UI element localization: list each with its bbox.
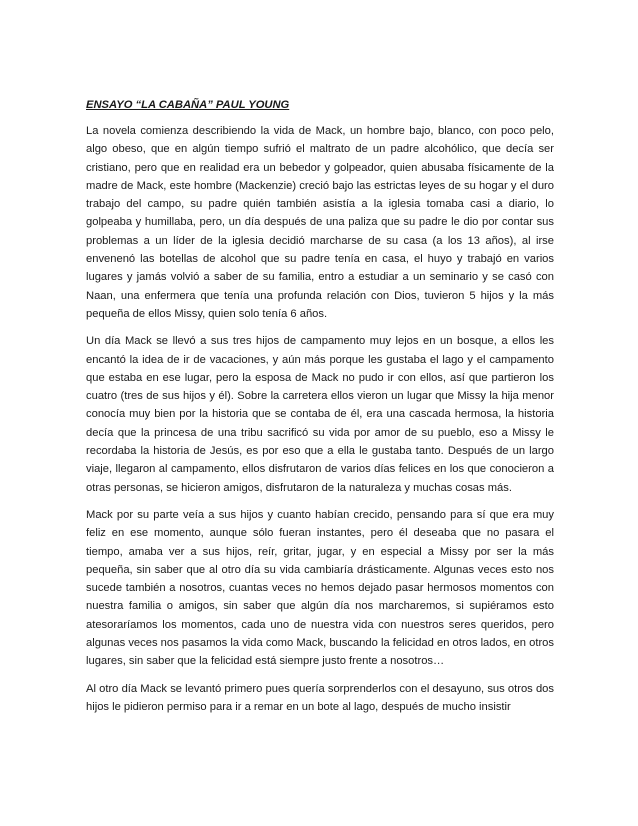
paragraph-2: Un día Mack se llevó a sus tres hijos de campamento muy lejos en un bosque, a ellos les encantó la idea de ir de vacaciones, y aún más porque les gustaba el lago y el campamento que estaba en ese lugar, pero la esposa de Mack no pudo ir con ellos, así que partieron los cuatro (tres de sus hijos y él). Sobre la carretera ellos vieron un lugar que Missy la hija menor conocía muy bien por la historia que se contaba de él, era una cascada hermosa, la historia decía que la princesa de una tribu sacrificó su vida por amor de su pueblo, eso a Missy le recordaba la historia de Jesús, es por eso que a ella le gustaba tanto. Después de un largo viaje, llegaron al campamento, ellos disfrutaron de varios días felices en los que conocieron a otras personas, se hicieron amigos, disfrutaron de la naturaleza y muchas cosas más. xyxy=(86,335,554,494)
document-title: ENSAYO “LA CABAÑA” PAUL YOUNG xyxy=(86,99,290,111)
paragraph-1: La novela comienza describiendo la vida de Mack, un hombre bajo, blanco, con poco pelo, algo obeso, que en algún tiempo sufrió el maltrato de un padre alcohólico, que decía ser cristiano, pero que en realidad era un bebedor y golpeador, quien abusaba físicamente de la madre de Mack, este hombre (Mackenzie) creció bajo las estrictas leyes de su hogar y el duro trabajo del campo, su padre quién también asistía a la iglesia tomaba casi a diario, lo golpeaba y humillaba, pero, un día después de una paliza que su padre le dio por contar sus problemas a un líder de la iglesia decidió marcharse de su casa (a los 13 años), al irse envenenó las botellas de alcohol que su padre tenía en casa, el huyo y trabajó en varios lugares y jamás volvió a saber de su familia, entro a estudiar a un seminario y se casó con Naan, una enfermera que tenía una profunda relación con Dios, tuvieron 5 hijos y la más pequeña de ellos Missy, quien solo tenía 6 años. xyxy=(86,125,554,320)
paragraph-4: Al otro día Mack se levantó primero pues quería sorprenderlos con el desayuno, sus otros dos hijos le pidieron permiso para ir a remar en un bote al lago, después de mucho insistir xyxy=(86,682,554,713)
paragraph-3: Mack por su parte veía a sus hijos y cuanto habían crecido, pensando para sí que era muy feliz en ese momento, aunque sólo fueran instantes, pero él deseaba que no pasara el tiempo, amaba ver a sus hijos, reír, gritar, jugar, y en especial a Missy por ser la más pequeña, sin saber que al otro día su vida cambiaría drásticamente. Algunas veces esto nos sucede también a nosotros, cuantas veces no hemos dejado pasar hermosos momentos con nuestra familia o amigos, sin saber que algún día nos marcharemos, si supiéramos esto atesoraríamos los momentos, cada uno de nuestra vida con nuestros seres queridos, pero algunas veces nos pasamos la vida como Mack, buscando la felicidad en otros lados, en otros lugares, sin saber que la felicidad está siempre justo frente a nosotros… xyxy=(86,508,554,668)
document-body xyxy=(86,96,554,725)
